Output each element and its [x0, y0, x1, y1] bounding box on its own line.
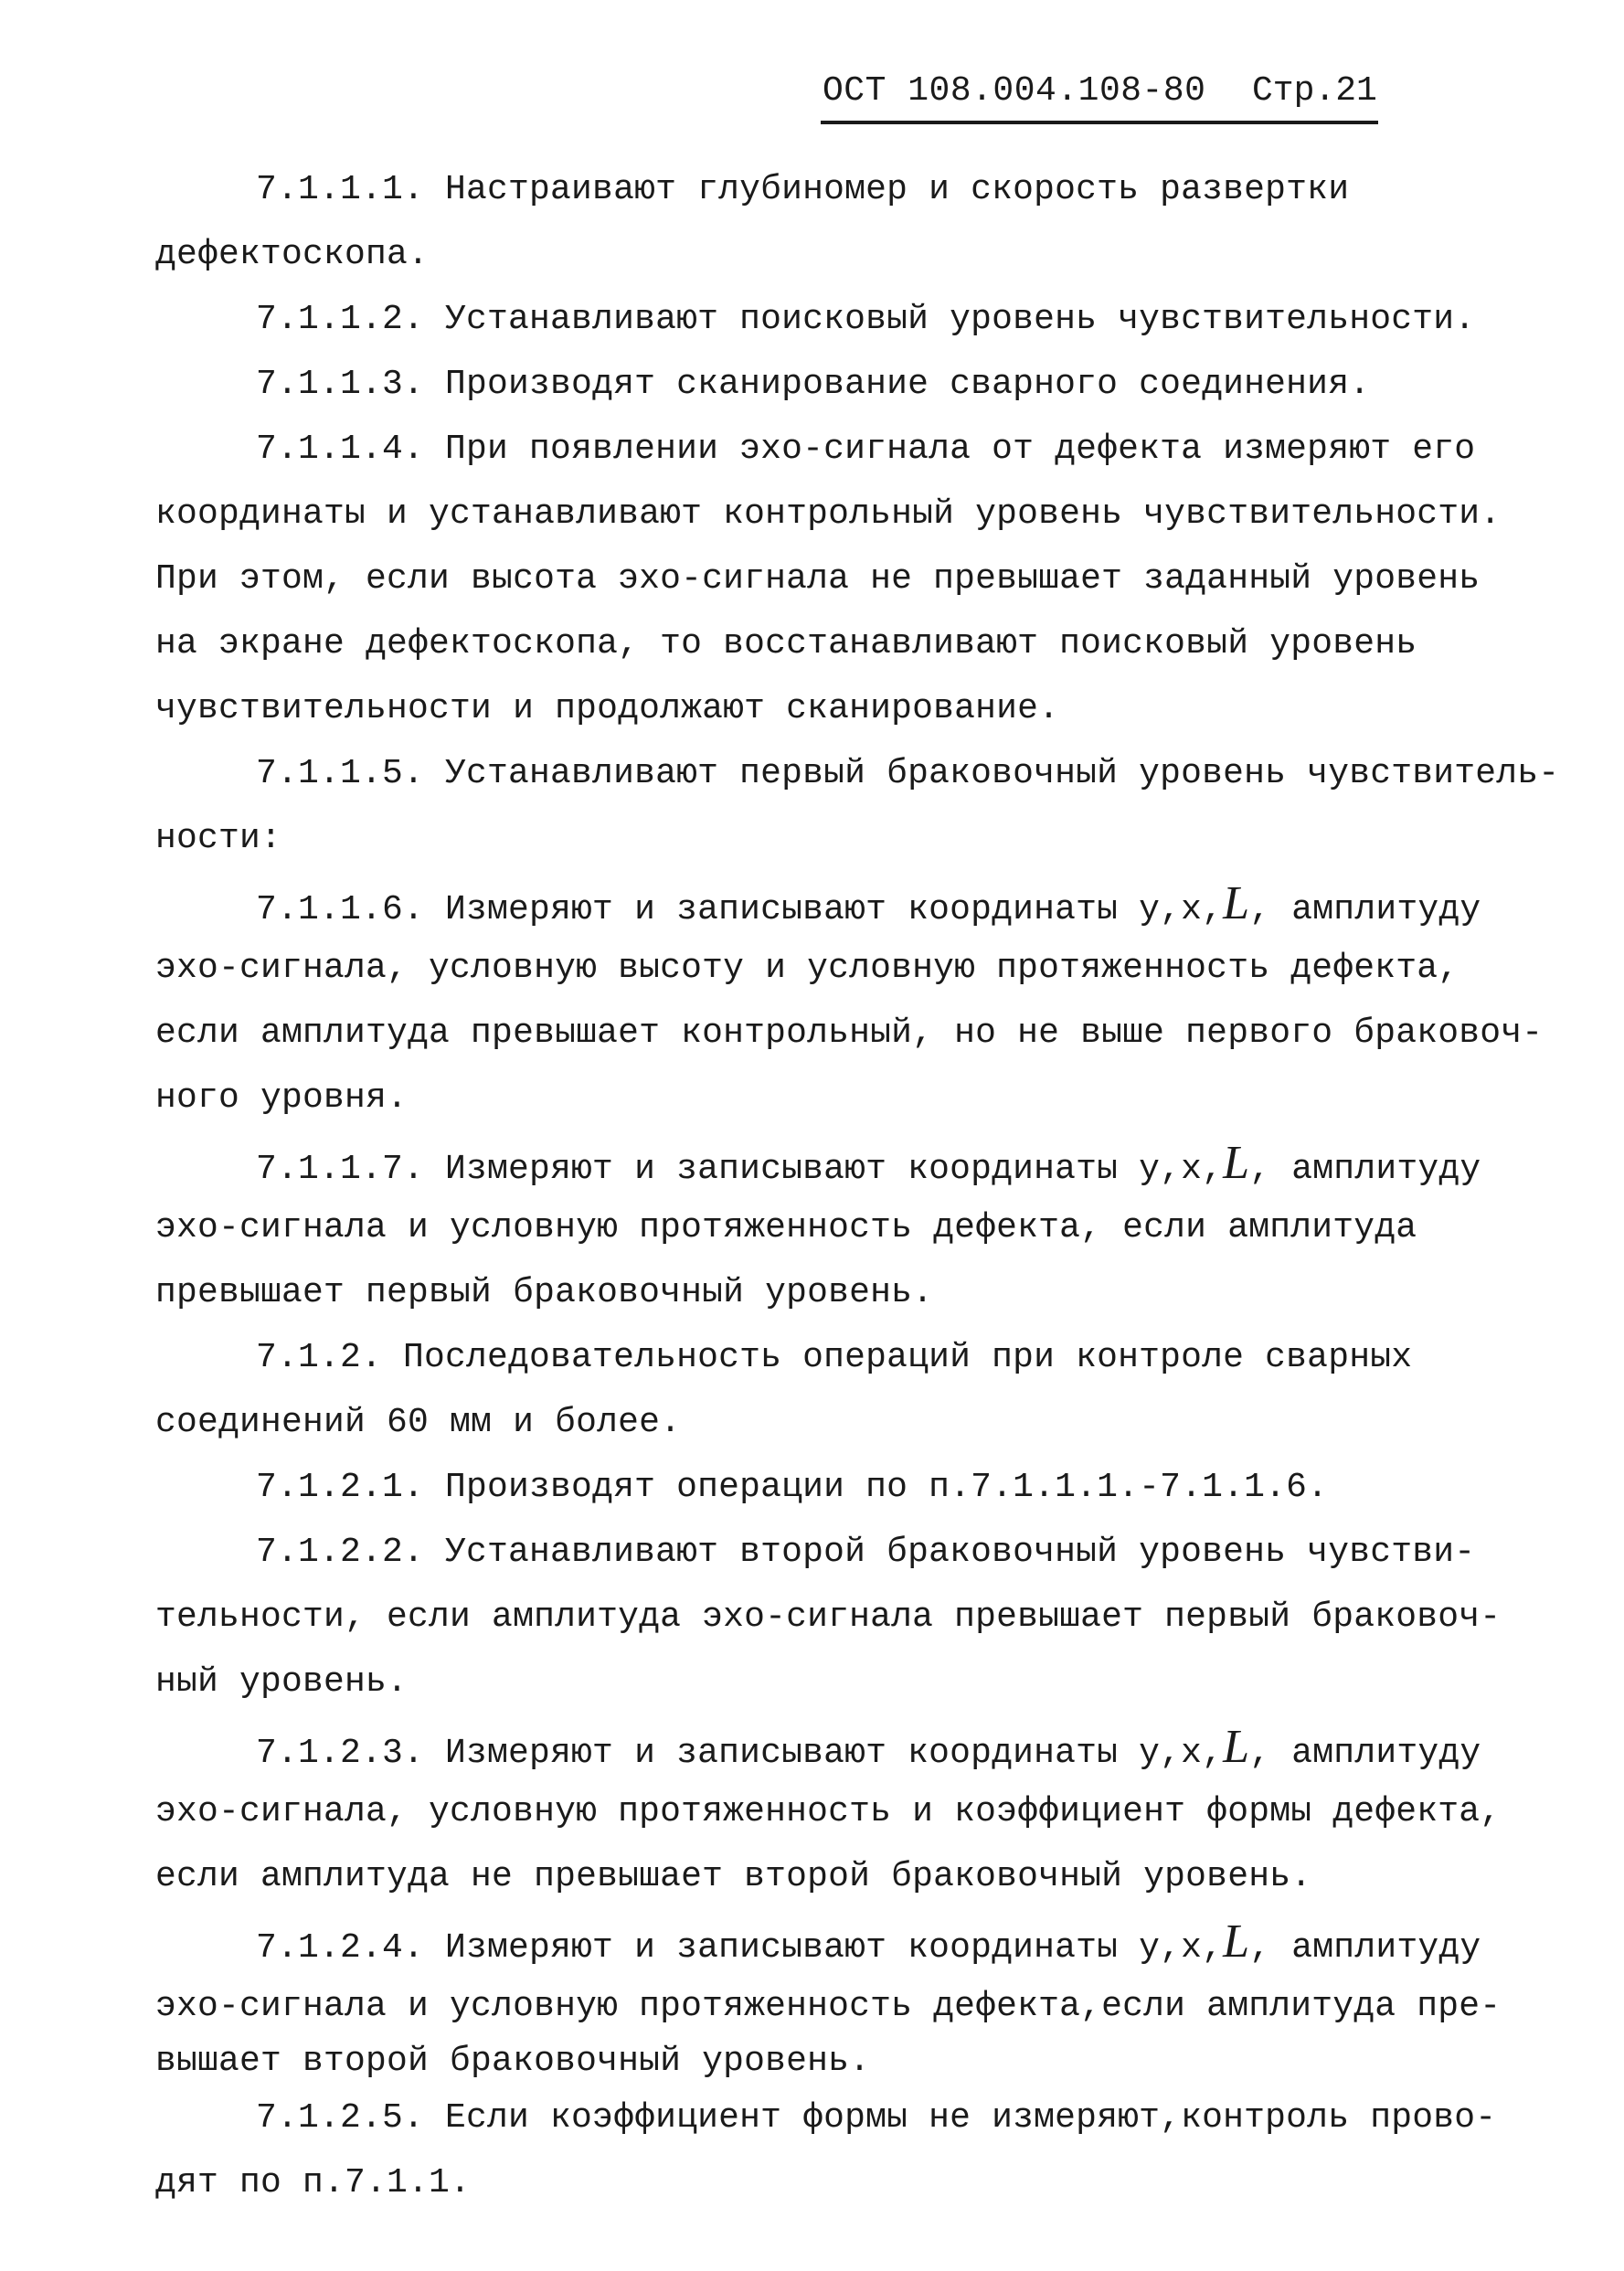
text-line: эхо-сигнала и условную протяженность дефекта,если амплитуда пре- [155, 1987, 1502, 2026]
document-code: ОСТ 108.004.108-80 [823, 71, 1206, 111]
text-line: ный уровень. [155, 1662, 409, 1702]
text-fragment: , амплитуду [1249, 1928, 1481, 1968]
length-symbol: L [1223, 877, 1250, 929]
text-line: чувствительности и продолжают сканирование. [155, 689, 1060, 728]
text-line: 7.1.2.5. Если коэффициент формы не измеряют,контроль прово- [256, 2098, 1497, 2138]
text-line: При этом, если высота эхо-сигнала не превышает заданный уровень [155, 559, 1481, 599]
page-header [821, 66, 1378, 124]
text-fragment: , амплитуду [1249, 1150, 1481, 1189]
text-line: 7.1.1.1. Настраивают глубиномер и скорость развертки [256, 170, 1350, 209]
text-line: 7.1.1.3. Производят сканирование сварного соединения. [256, 365, 1371, 404]
text-fragment: 7.1.1.6. Измеряют и записывают координаты у,х, [256, 890, 1224, 929]
text-line: на экране дефектоскопа, то восстанавливают поисковый уровень [155, 624, 1417, 663]
text-line: ного уровня. [155, 1078, 409, 1118]
text-line: дефектоскопа. [155, 235, 430, 274]
text-line [256, 1138, 1481, 1189]
text-line: 7.1.2.1. Производят операции по п.7.1.1.1.-7.1.1.6. [256, 1468, 1329, 1507]
length-symbol: L [1223, 1721, 1250, 1773]
text-line: дят по п.7.1.1. [155, 2163, 472, 2202]
length-symbol: L [1223, 1915, 1250, 1968]
text-line: 7.1.1.2. Устанавливают поисковый уровень чувствительности. [256, 300, 1476, 339]
text-line [256, 878, 1481, 929]
text-line: 7.1.1.5. Устанавливают первый браковочный уровень чувствитель- [256, 754, 1560, 793]
text-line: 7.1.1.4. При появлении эхо-сигнала от дефекта измеряют его [256, 430, 1476, 469]
text-fragment: 7.1.2.4. Измеряют и записывают координаты у,х, [256, 1928, 1224, 1968]
page-number: Стр.21 [1252, 71, 1377, 111]
text-line: если амплитуда превышает контрольный, но не выше первого браковоч- [155, 1013, 1544, 1053]
text-fragment: 7.1.2.3. Измеряют и записывают координаты у,х, [256, 1734, 1224, 1773]
text-line: эхо-сигнала и условную протяженность дефекта, если амплитуда [155, 1208, 1417, 1247]
text-line: ности: [155, 819, 282, 858]
text-line: координаты и устанавливают контрольный уровень чувствительности. [155, 494, 1502, 534]
text-line: если амплитуда не превышает второй браковочный уровень. [155, 1857, 1312, 1896]
text-fragment: 7.1.1.7. Измеряют и записывают координаты у,х, [256, 1150, 1224, 1189]
text-line: 7.1.2.2. Устанавливают второй браковочный уровень чувстви- [256, 1533, 1476, 1572]
text-line: тельности, если амплитуда эхо-сигнала превышает первый браковоч- [155, 1597, 1502, 1637]
text-line: эхо-сигнала, условную протяженность и коэффициент формы дефекта, [155, 1792, 1502, 1831]
length-symbol: L [1223, 1137, 1250, 1189]
text-line: 7.1.2. Последовательность операций при контроле сварных [256, 1338, 1413, 1377]
text-line: эхо-сигнала, условную высоту и условную протяженность дефекта, [155, 949, 1459, 988]
text-line: вышает второй браковочный уровень. [155, 2042, 871, 2081]
text-fragment: , амплитуду [1249, 1734, 1481, 1773]
text-line [256, 1722, 1481, 1773]
text-line: превышает первый браковочный уровень. [155, 1273, 934, 1312]
text-line: соединений 60 мм и более. [155, 1403, 682, 1442]
text-fragment: , амплитуду [1249, 890, 1481, 929]
text-line [256, 1916, 1481, 1968]
